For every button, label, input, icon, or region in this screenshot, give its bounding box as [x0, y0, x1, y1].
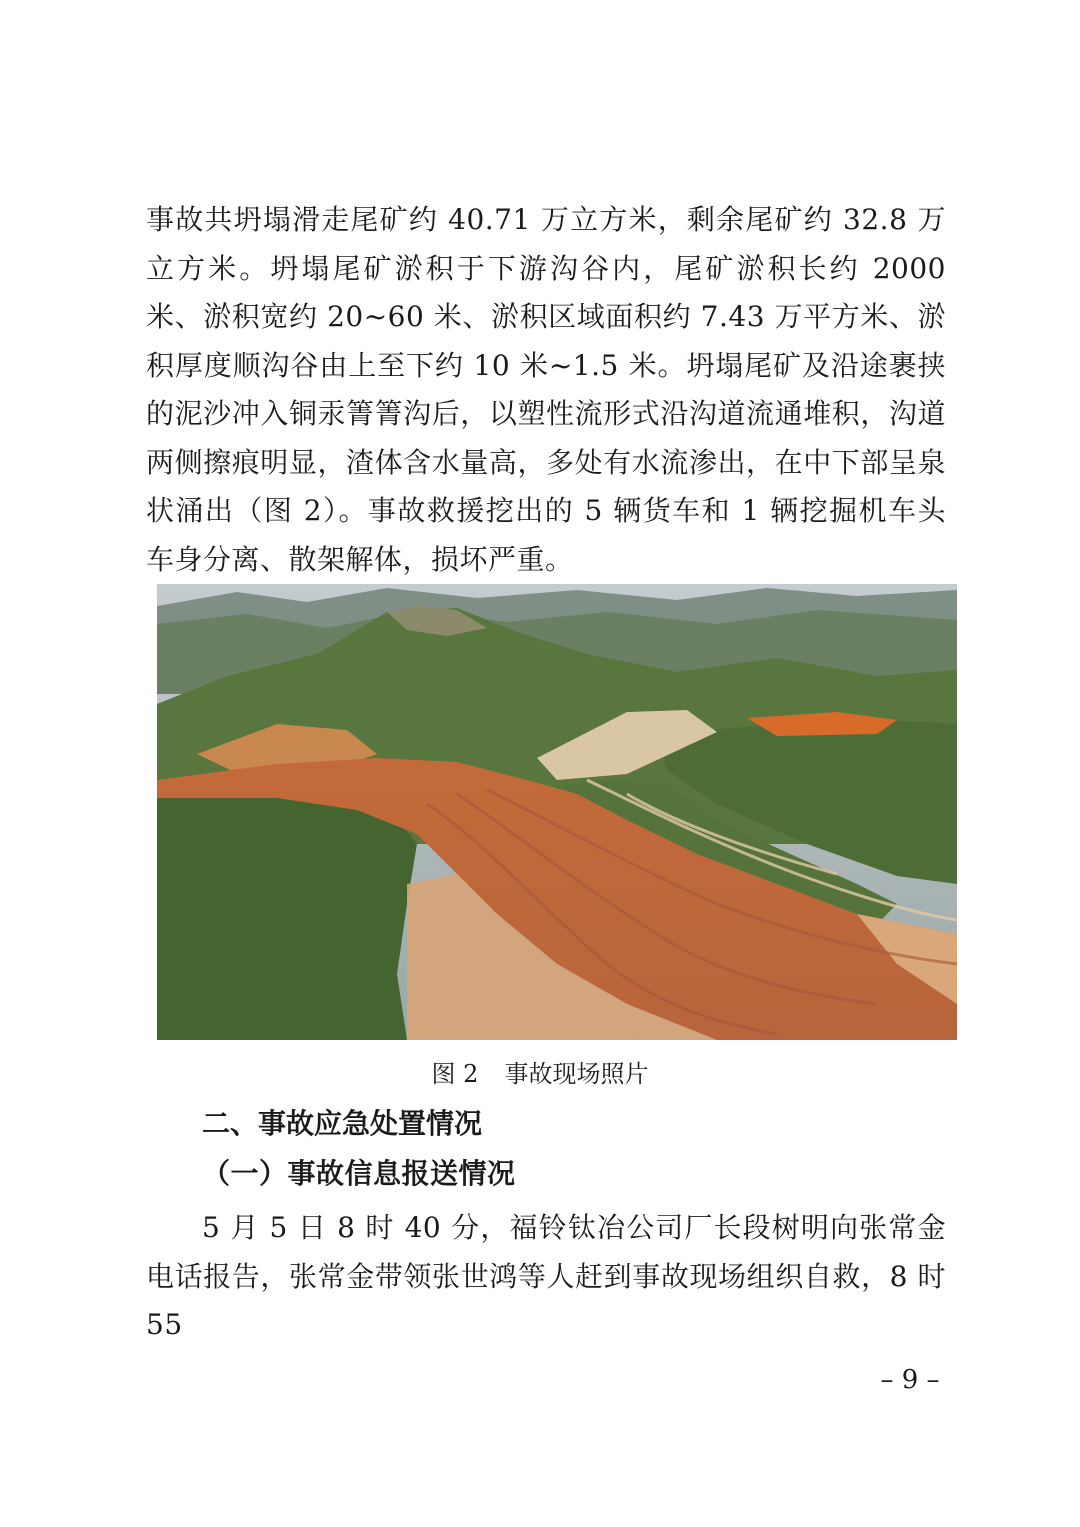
body-paragraph: 事故共坍塌滑走尾矿约 40.71 万立方米，剩余尾矿约 32.8 万立方米。坍塌尾矿淤积于下游沟谷内，尾矿淤积长约 2000 米、淤积宽约 20~60 米、淤积区域面积约 7.43 万平方米、淤积厚度顺沟谷由上至下约 10 米~1.5 米。坍塌尾矿及沿途裹挟的泥沙冲入铜汞箐箐沟后，以塑性流形式沿沟道流通堆积，沟道两侧擦痕明显，渣体含水量高，多处有水流渗出，在中下部呈泉状涌出（图 2）。事故救援挖出的 5 辆货车和 1 辆挖掘机车头车身分离、散架解体，损坏严重。 — [146, 203, 946, 576]
accident-site-photo — [157, 584, 957, 1040]
body-paragraph: 5 月 5 日 8 时 40 分，福铃钛冶公司厂长段树明向张常金电话报告，张常金带领张世鸿等人赶到事故现场组织自救，8 时 55 — [146, 1211, 946, 1341]
section-heading: 二、事故应急处置情况 — [202, 1107, 483, 1140]
figure-label: 图 2 — [431, 1060, 479, 1088]
subsection-heading: （一）事故信息报送情况 — [202, 1157, 516, 1190]
figure-caption — [0, 1058, 1080, 1090]
figure-title: 事故现场照片 — [504, 1060, 649, 1088]
page-number: – 9 – — [880, 1365, 940, 1395]
